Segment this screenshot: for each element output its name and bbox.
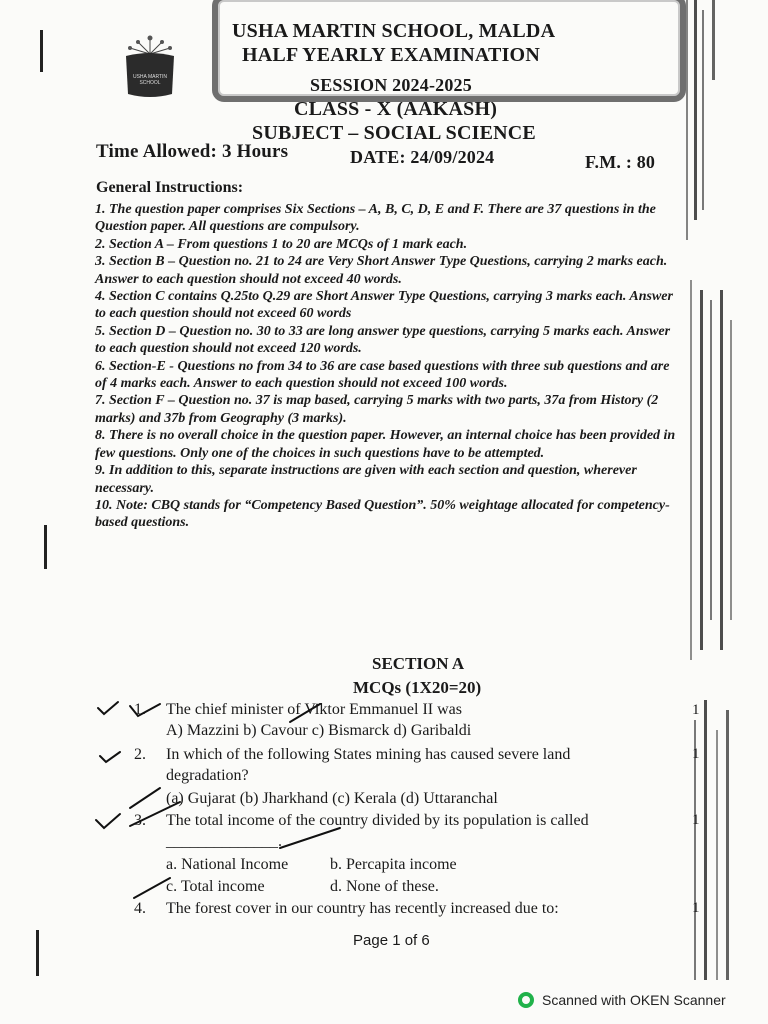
question-text-continued: degradation? <box>166 767 249 784</box>
question-number: 4. <box>134 900 146 917</box>
question-text: In which of the following States mining has caused severe land <box>166 746 571 763</box>
question-text: The forest cover in our country has recently increased due to: <box>166 900 559 917</box>
section-title: SECTION A <box>372 654 465 673</box>
eyeglasses-frame <box>212 0 686 102</box>
full-marks: F.M. : 80 <box>585 152 656 172</box>
option-c: c. Total income <box>166 878 265 895</box>
instruction-item: 2. Section A – From questions 1 to 20 are MCQs of 1 mark each. <box>95 236 468 252</box>
scan-edge-mark <box>710 300 712 620</box>
scan-edge-mark <box>36 930 39 976</box>
scan-edge-mark <box>720 290 723 650</box>
instruction-item: 4. Section C contains Q.25to Q.29 are Short Answer Type Questions, carrying 3 marks each. Answer to each question should not exceed 60 words <box>95 289 673 322</box>
question-number: 2. <box>134 746 146 763</box>
question-number: 3. <box>134 812 146 829</box>
scanner-watermark <box>518 992 726 1008</box>
scan-edge-mark <box>726 710 729 980</box>
question-marks: 1 <box>692 812 700 828</box>
handwritten-check-marks <box>90 698 350 918</box>
question-marks: 1 <box>692 746 700 762</box>
scan-edge-mark <box>686 0 688 240</box>
question-marks: 1 <box>692 702 700 718</box>
school-name: USHA MARTIN SCHOOL, MALDA <box>232 20 556 42</box>
instruction-item: 8. There is no overall choice in the question paper. However, an internal choice has been provided in few questions. Only one of the choices in such questions have to be attempted. <box>95 428 676 461</box>
question-number: 1. <box>134 701 146 718</box>
question-text: The total income of the country divided by its population is called <box>166 812 589 829</box>
exam-date: DATE: 24/09/2024 <box>350 147 495 167</box>
question-options: A) Mazzini b) Cavour c) Bismarck d) Garibaldi <box>166 722 472 739</box>
option-d: d. None of these. <box>330 878 439 895</box>
instruction-item: 1. The question paper comprises Six Sections – A, B, C, D, E and F. There are 37 questions in the Question paper. All questions are compulsory. <box>95 202 656 235</box>
question-text: The chief minister of Viktor Emmanuel II was <box>166 701 462 718</box>
section-subtitle: MCQs (1X20=20) <box>353 678 482 697</box>
question-options: (a) Gujarat (b) Jharkhand (c) Kerala (d) Uttaranchal <box>166 790 498 807</box>
logo-text: USHA MARTIN SCHOOL <box>132 74 168 86</box>
scan-edge-mark <box>702 10 704 210</box>
question-marks: 1 <box>692 900 700 916</box>
instruction-item: 3. Section B – Question no. 21 to 24 are Very Short Answer Type Questions, carrying 2 marks each. Answer to each question should not exceed 40 words. <box>95 254 668 287</box>
exam-title: HALF YEARLY EXAMINATION <box>242 44 540 66</box>
subject: SUBJECT – SOCIAL SCIENCE <box>252 122 536 144</box>
class-name: CLASS - X (AAKASH) <box>294 98 498 120</box>
option-a: a. National Income <box>166 856 289 873</box>
scanner-label: Scanned with OKEN Scanner <box>542 992 726 1008</box>
scan-edge-mark <box>704 700 707 980</box>
option-b: b. Percapita income <box>330 856 457 873</box>
scan-edge-mark <box>700 290 703 650</box>
instructions-list <box>95 201 680 532</box>
school-logo <box>116 34 184 100</box>
scan-edge-mark <box>690 280 692 660</box>
scan-edge-mark <box>730 320 732 620</box>
instruction-item: 5. Section D – Question no. 30 to 33 are long answer type questions, carrying 5 marks each. Answer to each question should not exceed 120 words. <box>95 323 671 357</box>
instruction-item: 7. Section F – Question no. 37 is map based, carrying 5 marks with two parts, 37a from History (2 marks) and 37b from Geography (3 marks). <box>95 393 659 426</box>
instructions-title: General Instructions: <box>96 179 244 196</box>
time-allowed: Time Allowed: 3 Hours <box>96 141 289 162</box>
instruction-item: 10. Note: CBQ stands for “Competency Based Question”. 50% weightage allocated for competency-based questions. <box>95 497 670 531</box>
instruction-item: 6. Section-E - Questions no from 34 to 36 are case based questions with three sub questions and are of 4 marks each. Answer to each question should not exceed 100 words. <box>95 358 670 392</box>
scan-edge-mark <box>694 0 697 220</box>
question-blank: ______________. <box>166 833 282 850</box>
scan-edge-mark <box>40 30 43 72</box>
scanner-logo-icon <box>518 992 534 1008</box>
page-number: Page 1 of 6 <box>353 932 430 949</box>
instruction-item: 9. In addition to this, separate instructions are given with each section and question, wherever necessary. <box>95 463 637 496</box>
session: SESSION 2024-2025 <box>310 75 472 95</box>
scan-edge-mark <box>712 0 715 80</box>
scan-edge-mark <box>716 730 718 980</box>
scan-edge-mark <box>44 525 47 569</box>
